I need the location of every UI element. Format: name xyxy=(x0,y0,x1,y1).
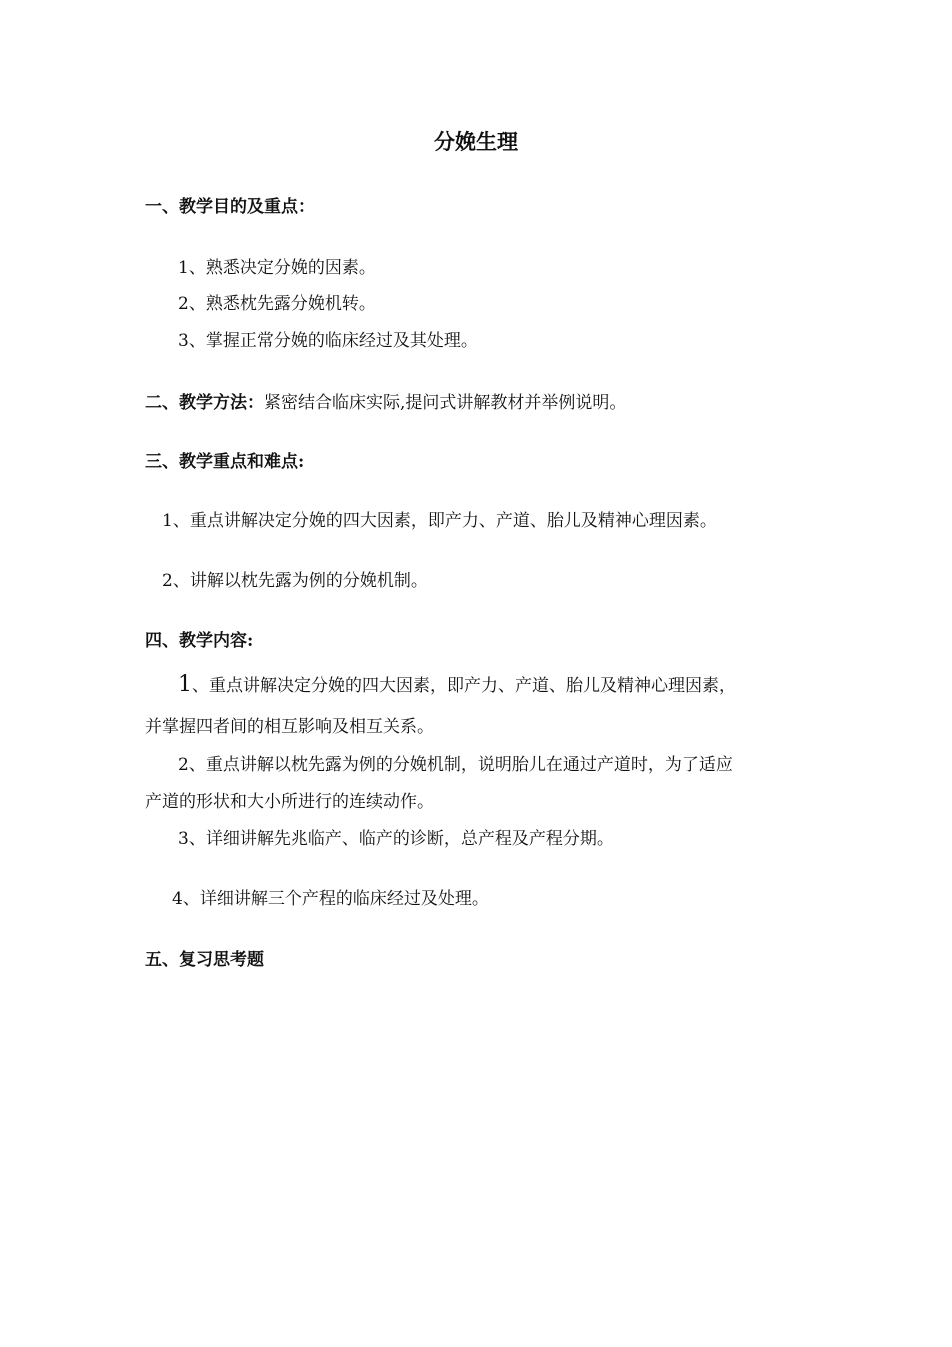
section-4-item-1-line-2: 并掌握四者间的相互影响及相互关系。 xyxy=(145,717,434,737)
section-4-heading: 四、教学内容: xyxy=(145,631,254,651)
section-3-item-1: 1、重点讲解决定分娩的四大因素，即产力、产道、胎儿及精神心理因素。 xyxy=(162,511,717,531)
section-4-item-1-line-1 xyxy=(178,673,736,698)
section-4-item-1-number: 1 xyxy=(178,672,192,697)
section-2-text: 紧密结合临床实际,提问式讲解教材并举例说明。 xyxy=(264,393,627,413)
section-1-item-2: 2、熟悉枕先露分娩机转。 xyxy=(178,294,376,314)
section-3-item-2: 2、讲解以枕先露为例的分娩机制。 xyxy=(162,571,428,591)
section-4-item-1-text: 、重点讲解决定分娩的四大因素，即产力、产道、胎儿及精神心理因素， xyxy=(192,676,736,696)
section-4-item-3: 3、详细讲解先兆临产、临产的诊断，总产程及产程分期。 xyxy=(178,829,614,849)
section-1-item-3: 3、掌握正常分娩的临床经过及其处理。 xyxy=(178,331,478,351)
section-1-heading: 一、教学目的及重点： xyxy=(145,197,315,217)
page-title: 分娩生理 xyxy=(434,129,518,154)
section-5-heading: 五、复习思考题 xyxy=(145,950,264,970)
section-1-item-1: 1、熟悉决定分娩的因素。 xyxy=(178,258,376,278)
section-3-heading: 三、教学重点和难点: xyxy=(145,452,305,472)
section-4-item-4: 4、详细讲解三个产程的临床经过及处理。 xyxy=(172,889,489,909)
section-2-paragraph xyxy=(145,391,626,415)
section-4-item-2-line-1: 2、重点讲解以枕先露为例的分娩机制，说明胎儿在通过产道时，为了适应 xyxy=(178,755,733,775)
section-4-item-2-line-2: 产道的形状和大小所进行的连续动作。 xyxy=(145,792,434,812)
section-2-heading: 二、教学方法： xyxy=(145,393,264,413)
